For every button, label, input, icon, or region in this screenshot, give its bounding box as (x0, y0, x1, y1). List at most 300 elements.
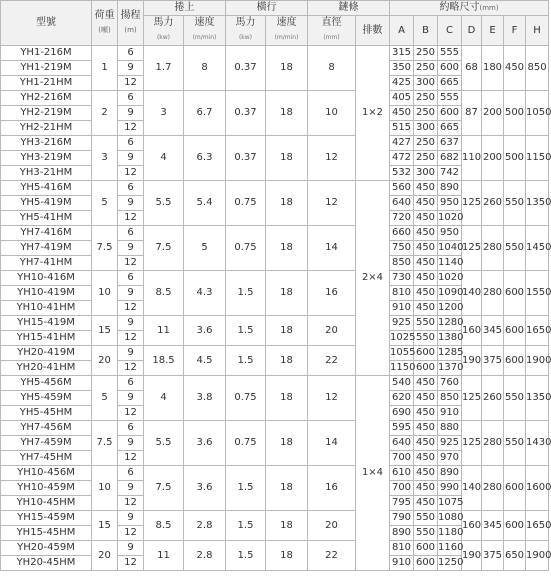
lift-cell: 9 (118, 316, 144, 331)
hoist-speed-cell: 2.8 (184, 511, 226, 541)
model-cell: YH10-419M (1, 286, 92, 301)
travel-header: 橫行 (226, 1, 308, 16)
dim-a-cell: 515 (390, 121, 414, 136)
load-cell: 7.5 (92, 421, 118, 466)
dim-a-cell: 910 (390, 301, 414, 316)
dim-c-cell: 742 (438, 166, 462, 181)
dim-a-cell: 640 (390, 436, 414, 451)
dim-e-cell: 200 (482, 91, 504, 136)
dim-b-cell: 450 (414, 211, 438, 226)
dim-e-cell: 280 (482, 271, 504, 316)
table-row (1, 466, 549, 481)
dim-c-cell: 950 (438, 196, 462, 211)
hoist-speed-cell: 3.6 (184, 466, 226, 511)
travel-hp-cell: 0.37 (226, 46, 266, 91)
dim-e-cell: 345 (482, 316, 504, 346)
dim-c-cell: 555 (438, 46, 462, 61)
dim-d-cell: 140 (462, 271, 482, 316)
load-cell: 10 (92, 466, 118, 511)
dim-c-cell: 910 (438, 406, 462, 421)
model-cell: YH10-41HM (1, 301, 92, 316)
lift-cell: 12 (118, 301, 144, 316)
dim-a-cell: 427 (390, 136, 414, 151)
lift-cell: 12 (118, 121, 144, 136)
model-cell: YH5-459M (1, 391, 92, 406)
table-row (1, 46, 549, 61)
dim-e-cell: 280 (482, 226, 504, 271)
travel-speed-cell: 18 (266, 376, 308, 421)
load-cell: 1 (92, 46, 118, 91)
lift-cell: 6 (118, 91, 144, 106)
travel-hp-cell: 0.75 (226, 226, 266, 271)
dim-b-cell: 250 (414, 151, 438, 166)
model-cell: YH20-41HM (1, 361, 92, 376)
model-cell: YH1-21HM (1, 76, 92, 91)
hoist-speed-cell: 8 (184, 46, 226, 91)
dim-e-header: E (482, 16, 504, 46)
hoist-speed-cell: 4.5 (184, 346, 226, 376)
model-cell: YH10-456M (1, 466, 92, 481)
dim-e-cell: 375 (482, 346, 504, 376)
dim-a-cell: 810 (390, 541, 414, 556)
hoist-speed-cell: 5 (184, 226, 226, 271)
dim-d-cell: 87 (462, 91, 482, 136)
lift-cell: 12 (118, 76, 144, 91)
dim-c-cell: 1180 (438, 526, 462, 541)
model-cell: YH15-419M (1, 316, 92, 331)
dim-b-cell: 550 (414, 526, 438, 541)
hoist-speed-cell: 3.6 (184, 421, 226, 466)
model-cell: YH3-216M (1, 136, 92, 151)
dim-a-cell: 532 (390, 166, 414, 181)
dim-d-cell: 125 (462, 376, 482, 421)
dim-c-cell: 890 (438, 466, 462, 481)
chain-diameter-cell: 20 (308, 316, 356, 346)
lift-cell: 9 (118, 106, 144, 121)
dim-b-cell: 600 (414, 346, 438, 361)
model-cell: YH5-416M (1, 181, 92, 196)
dim-b-cell: 550 (414, 511, 438, 526)
model-cell: YH1-216M (1, 46, 92, 61)
dim-c-cell: 1380 (438, 331, 462, 346)
model-header: 型號 (1, 1, 92, 46)
dim-a-cell: 1025 (390, 331, 414, 346)
dim-a-cell: 425 (390, 76, 414, 91)
travel-speed-cell: 18 (266, 226, 308, 271)
travel-hp-cell: 0.75 (226, 181, 266, 226)
hoist-hp-cell: 11 (144, 316, 184, 346)
dim-b-cell: 450 (414, 481, 438, 496)
hoist-speed-cell: 2.8 (184, 541, 226, 571)
chain-diameter-header: 直徑 (mm) (308, 16, 356, 46)
dim-f-cell: 550 (504, 226, 526, 271)
dim-c-cell: 600 (438, 106, 462, 121)
travel-hp-cell: 1.5 (226, 541, 266, 571)
dim-d-header: D (462, 16, 482, 46)
dim-c-cell: 1090 (438, 286, 462, 301)
chain-diameter-cell: 8 (308, 46, 356, 91)
dim-f-cell: 600 (504, 511, 526, 541)
dim-c-header: C (438, 16, 462, 46)
travel-speed-cell: 18 (266, 541, 308, 571)
hoist-hp-header: 馬力 (kw) (144, 16, 184, 46)
lift-cell: 12 (118, 166, 144, 181)
travel-hp-cell: 1.5 (226, 346, 266, 376)
dim-b-cell: 300 (414, 166, 438, 181)
hoist-header: 捲上 (144, 1, 226, 16)
dim-f-cell: 500 (504, 136, 526, 181)
lift-cell: 9 (118, 541, 144, 556)
hoist-speed-cell: 4.3 (184, 271, 226, 316)
dim-b-cell: 450 (414, 286, 438, 301)
dim-h-cell: 1450 (526, 226, 549, 271)
chain-diameter-cell: 22 (308, 541, 356, 571)
hoist-hp-cell: 8.5 (144, 511, 184, 541)
dim-a-cell: 910 (390, 556, 414, 571)
model-cell: YH20-459M (1, 541, 92, 556)
dim-b-cell: 250 (414, 91, 438, 106)
dim-a-cell: 540 (390, 376, 414, 391)
chain-header: 鏈條 (308, 1, 390, 16)
model-cell: YH5-419M (1, 196, 92, 211)
dim-c-cell: 665 (438, 76, 462, 91)
dim-b-cell: 600 (414, 541, 438, 556)
dim-a-cell: 472 (390, 151, 414, 166)
dim-a-cell: 560 (390, 181, 414, 196)
load-cell: 3 (92, 136, 118, 181)
table-row (1, 421, 549, 436)
dim-b-cell: 250 (414, 136, 438, 151)
dim-d-cell: 160 (462, 511, 482, 541)
dim-b-cell: 450 (414, 196, 438, 211)
dim-c-cell: 637 (438, 136, 462, 151)
dim-f-cell: 600 (504, 271, 526, 316)
load-cell: 7.5 (92, 226, 118, 271)
lift-cell: 6 (118, 46, 144, 61)
dim-h-cell: 850 (526, 46, 549, 91)
dim-a-cell: 925 (390, 316, 414, 331)
dim-c-cell: 880 (438, 421, 462, 436)
load-cell: 5 (92, 181, 118, 226)
lift-cell: 9 (118, 436, 144, 451)
dim-d-cell: 160 (462, 316, 482, 346)
chain-diameter-cell: 12 (308, 136, 356, 181)
chain-diameter-cell: 16 (308, 271, 356, 316)
model-cell: YH15-459M (1, 511, 92, 526)
load-header: 荷重 (噸) (92, 1, 118, 46)
model-cell: YH7-456M (1, 421, 92, 436)
dim-f-header: F (504, 16, 526, 46)
dim-b-cell: 250 (414, 61, 438, 76)
chain-diameter-cell: 10 (308, 91, 356, 136)
dim-b-cell: 450 (414, 271, 438, 286)
dim-c-cell: 1370 (438, 361, 462, 376)
table-row (1, 226, 549, 241)
lift-cell: 12 (118, 331, 144, 346)
model-cell: YH2-216M (1, 91, 92, 106)
dim-b-cell: 300 (414, 76, 438, 91)
dim-d-cell: 190 (462, 541, 482, 571)
dim-c-cell: 1280 (438, 316, 462, 331)
dim-a-cell: 750 (390, 241, 414, 256)
dim-a-cell: 795 (390, 496, 414, 511)
dim-c-cell: 1200 (438, 301, 462, 316)
dim-h-cell: 1900 (526, 541, 549, 571)
model-cell: YH10-45HM (1, 496, 92, 511)
dim-f-cell: 600 (504, 346, 526, 376)
chain-strands-header: 排數 (356, 16, 390, 46)
dim-b-cell: 600 (414, 556, 438, 571)
dim-a-cell: 450 (390, 106, 414, 121)
chain-diameter-cell: 14 (308, 421, 356, 466)
hoist-speed-cell: 6.7 (184, 91, 226, 136)
chain-diameter-cell: 20 (308, 511, 356, 541)
dim-c-cell: 1160 (438, 541, 462, 556)
lift-cell: 6 (118, 181, 144, 196)
table-row (1, 316, 549, 331)
table-row (1, 91, 549, 106)
lift-cell: 6 (118, 466, 144, 481)
dim-a-cell: 405 (390, 91, 414, 106)
model-cell: YH7-416M (1, 226, 92, 241)
travel-hp-cell: 0.37 (226, 136, 266, 181)
dim-f-cell: 550 (504, 376, 526, 421)
dim-a-cell: 315 (390, 46, 414, 61)
dim-b-cell: 450 (414, 421, 438, 436)
dim-c-cell: 1250 (438, 556, 462, 571)
dim-b-cell: 450 (414, 256, 438, 271)
model-cell: YH15-41HM (1, 331, 92, 346)
chain-strands-cell: 1×2 (356, 46, 390, 181)
hoist-hp-cell: 11 (144, 541, 184, 571)
dim-h-cell: 1350 (526, 181, 549, 226)
dim-f-cell: 450 (504, 46, 526, 91)
dim-a-cell: 850 (390, 256, 414, 271)
dim-a-cell: 350 (390, 61, 414, 76)
dim-f-cell: 600 (504, 316, 526, 346)
model-cell: YH5-456M (1, 376, 92, 391)
lift-cell: 6 (118, 376, 144, 391)
table-row (1, 346, 549, 361)
model-cell: YH15-45HM (1, 526, 92, 541)
lift-cell: 6 (118, 271, 144, 286)
hoist-hp-cell: 4 (144, 136, 184, 181)
dim-a-cell: 890 (390, 526, 414, 541)
travel-speed-cell: 18 (266, 91, 308, 136)
lift-header: 揚程 (m) (118, 1, 144, 46)
dim-b-cell: 300 (414, 121, 438, 136)
travel-speed-cell: 18 (266, 466, 308, 511)
dim-a-cell: 690 (390, 406, 414, 421)
model-cell: YH3-219M (1, 151, 92, 166)
lift-cell: 12 (118, 211, 144, 226)
load-cell: 2 (92, 91, 118, 136)
dim-b-cell: 450 (414, 436, 438, 451)
load-cell: 15 (92, 316, 118, 346)
hoist-hp-cell: 8.5 (144, 271, 184, 316)
model-cell: YH7-419M (1, 241, 92, 256)
lift-cell: 12 (118, 526, 144, 541)
dim-h-header: H (526, 16, 549, 46)
hoist-hp-cell: 7.5 (144, 226, 184, 271)
dim-b-cell: 450 (414, 391, 438, 406)
dim-f-cell: 500 (504, 91, 526, 136)
dim-c-cell: 665 (438, 121, 462, 136)
dim-e-cell: 260 (482, 181, 504, 226)
dim-c-cell: 925 (438, 436, 462, 451)
dim-b-cell: 450 (414, 451, 438, 466)
dim-c-cell: 1075 (438, 496, 462, 511)
model-cell: YH2-21HM (1, 121, 92, 136)
model-cell: YH5-45HM (1, 406, 92, 421)
dim-e-cell: 200 (482, 136, 504, 181)
table-row (1, 181, 549, 196)
dim-h-cell: 1350 (526, 376, 549, 421)
lift-cell: 9 (118, 511, 144, 526)
travel-hp-cell: 1.5 (226, 511, 266, 541)
load-cell: 15 (92, 511, 118, 541)
model-cell: YH7-45HM (1, 451, 92, 466)
lift-cell: 9 (118, 346, 144, 361)
lift-cell: 6 (118, 421, 144, 436)
dim-b-header: B (414, 16, 438, 46)
travel-speed-cell: 18 (266, 511, 308, 541)
dim-b-cell: 550 (414, 316, 438, 331)
dim-c-cell: 682 (438, 151, 462, 166)
dim-d-cell: 140 (462, 466, 482, 511)
dim-b-cell: 450 (414, 376, 438, 391)
travel-hp-cell: 1.5 (226, 466, 266, 511)
dim-h-cell: 1550 (526, 271, 549, 316)
hoist-speed-cell: 3.8 (184, 376, 226, 421)
lift-cell: 9 (118, 286, 144, 301)
dim-h-cell: 1430 (526, 421, 549, 466)
dim-a-cell: 730 (390, 271, 414, 286)
travel-hp-header: 馬力 (kw) (226, 16, 266, 46)
dim-a-cell: 720 (390, 211, 414, 226)
travel-speed-cell: 18 (266, 46, 308, 91)
dim-h-cell: 1600 (526, 466, 549, 511)
dim-c-cell: 990 (438, 481, 462, 496)
hoist-hp-cell: 3 (144, 91, 184, 136)
travel-speed-header: 速度 (m/min) (266, 16, 308, 46)
lift-cell: 12 (118, 256, 144, 271)
hoist-hp-cell: 4 (144, 376, 184, 421)
model-cell: YH10-459M (1, 481, 92, 496)
dim-h-cell: 1650 (526, 511, 549, 541)
model-cell: YH20-45HM (1, 556, 92, 571)
lift-cell: 12 (118, 406, 144, 421)
lift-cell: 9 (118, 241, 144, 256)
hoist-hp-cell: 5.5 (144, 421, 184, 466)
dim-a-cell: 660 (390, 226, 414, 241)
dim-f-cell: 550 (504, 181, 526, 226)
dim-b-cell: 250 (414, 46, 438, 61)
dim-d-cell: 110 (462, 136, 482, 181)
load-cell: 20 (92, 346, 118, 376)
hoist-hp-cell: 7.5 (144, 466, 184, 511)
travel-hp-cell: 1.5 (226, 271, 266, 316)
travel-hp-cell: 0.37 (226, 91, 266, 136)
model-cell: YH3-21HM (1, 166, 92, 181)
dim-h-cell: 1650 (526, 316, 549, 346)
travel-hp-cell: 0.75 (226, 376, 266, 421)
dim-c-cell: 1080 (438, 511, 462, 526)
dim-b-cell: 450 (414, 406, 438, 421)
dim-a-cell: 620 (390, 391, 414, 406)
dims-header: 約略尺寸(mm) (390, 1, 549, 16)
dim-a-cell: 810 (390, 286, 414, 301)
model-cell: YH2-219M (1, 106, 92, 121)
dim-c-cell: 555 (438, 91, 462, 106)
lift-cell: 6 (118, 226, 144, 241)
dim-a-cell: 700 (390, 481, 414, 496)
dim-c-cell: 970 (438, 451, 462, 466)
dim-b-cell: 250 (414, 106, 438, 121)
dim-d-cell: 190 (462, 346, 482, 376)
chain-diameter-cell: 12 (308, 181, 356, 226)
dim-b-cell: 550 (414, 331, 438, 346)
table-row (1, 136, 549, 151)
travel-speed-cell: 18 (266, 271, 308, 316)
model-cell: YH7-459M (1, 436, 92, 451)
lift-cell: 12 (118, 361, 144, 376)
travel-speed-cell: 18 (266, 136, 308, 181)
dim-b-cell: 450 (414, 466, 438, 481)
dim-c-cell: 850 (438, 391, 462, 406)
hoist-speed-header: 速度 (m/min) (184, 16, 226, 46)
dim-e-cell: 375 (482, 541, 504, 571)
hoist-speed-cell: 5.4 (184, 181, 226, 226)
dim-b-cell: 450 (414, 496, 438, 511)
dim-a-cell: 610 (390, 466, 414, 481)
lift-cell: 9 (118, 196, 144, 211)
dim-h-cell: 1050 (526, 91, 549, 136)
dim-h-cell: 1900 (526, 346, 549, 376)
dim-c-cell: 1020 (438, 211, 462, 226)
dim-b-cell: 450 (414, 241, 438, 256)
lift-cell: 9 (118, 391, 144, 406)
load-cell: 5 (92, 376, 118, 421)
dim-f-cell: 650 (504, 541, 526, 571)
dim-c-cell: 890 (438, 181, 462, 196)
chain-diameter-cell: 12 (308, 376, 356, 421)
table-row (1, 271, 549, 286)
travel-speed-cell: 18 (266, 421, 308, 466)
dim-a-cell: 790 (390, 511, 414, 526)
model-cell: YH7-41HM (1, 256, 92, 271)
dim-d-cell: 68 (462, 46, 482, 91)
spec-table-body (1, 46, 549, 571)
dim-a-cell: 640 (390, 196, 414, 211)
dim-c-cell: 760 (438, 376, 462, 391)
model-cell: YH1-219M (1, 61, 92, 76)
lift-cell: 12 (118, 496, 144, 511)
dim-c-cell: 1040 (438, 241, 462, 256)
dim-h-cell: 1150 (526, 136, 549, 181)
hoist-speed-cell: 6.3 (184, 136, 226, 181)
dim-b-cell: 450 (414, 301, 438, 316)
dim-a-cell: 700 (390, 451, 414, 466)
lift-cell: 9 (118, 481, 144, 496)
dim-d-cell: 125 (462, 226, 482, 271)
dim-c-cell: 1020 (438, 271, 462, 286)
dim-e-cell: 280 (482, 421, 504, 466)
dim-c-cell: 1140 (438, 256, 462, 271)
model-cell: YH20-419M (1, 346, 92, 361)
hoist-speed-cell: 3.6 (184, 316, 226, 346)
dim-a-cell: 1055 (390, 346, 414, 361)
